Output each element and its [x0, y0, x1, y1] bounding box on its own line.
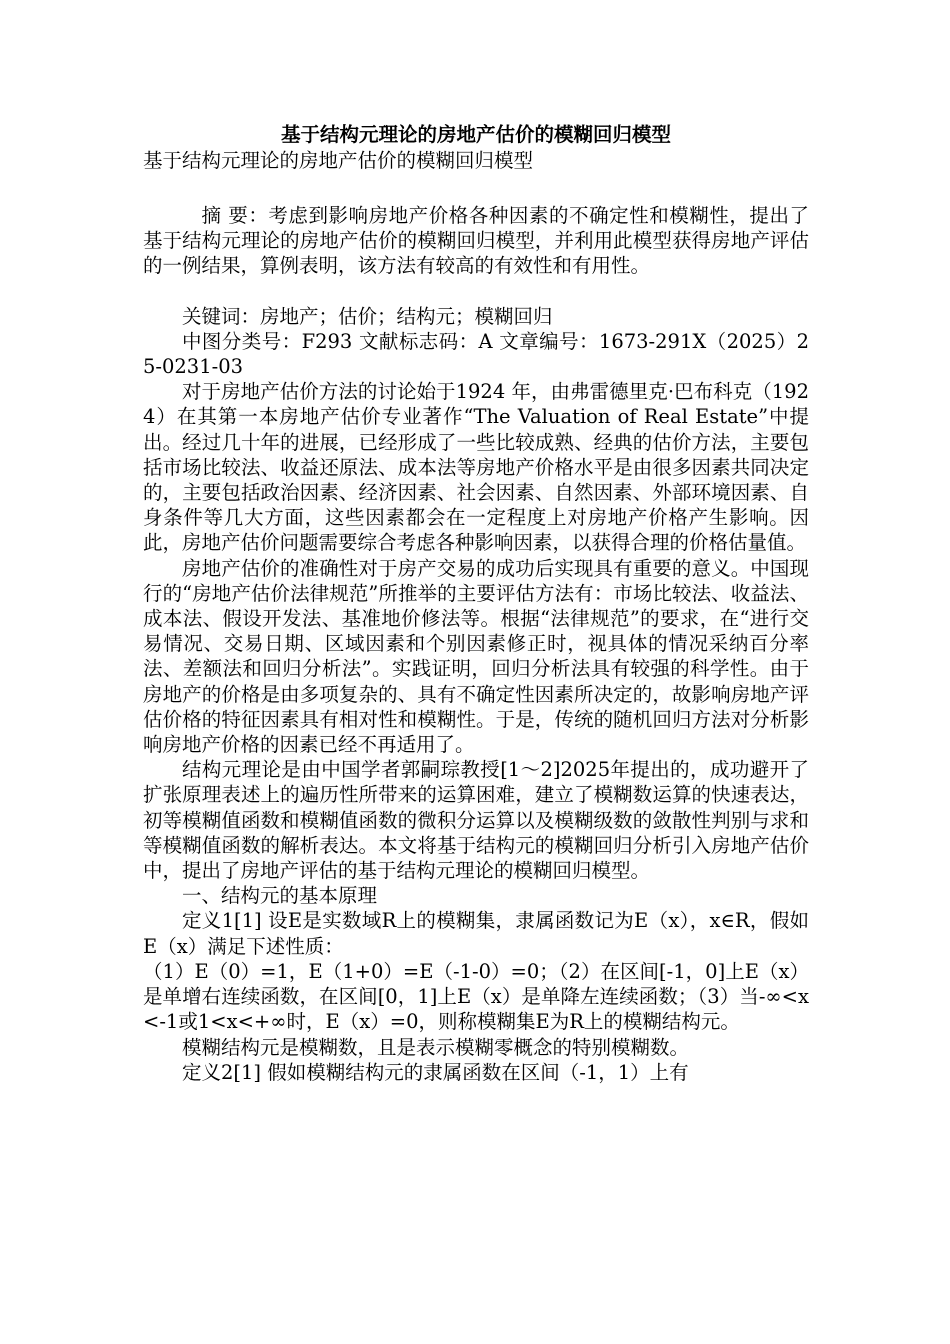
spacer	[143, 279, 809, 304]
definition-1-body: （1）E（0）=1，E（1+0）=E（-1-0）=0；（2）在区间[-1，0]上E（x）是单增右连续函数，在区间[0，1]上E（x）是单降左连续函数；（3）当-∞<x<-1或1<x<+∞时，E（x）=0，则称模糊集E为R上的模糊结构元。	[143, 959, 809, 1034]
spacer	[143, 175, 809, 203]
document-title: 基于结构元理论的房地产估价的模糊回归模型	[280, 123, 671, 146]
paragraph-intro: 对于房地产估价方法的讨论始于1924 年，由弗雷德里克·巴布科克（1924）在其第一本房地产估价专业著作“The Valuation of Real Estate”中提出。经过几十年的进展，已经形成了一些比较成熟、经典的估价方法，主要包括市场比较法、收益还原法、成本法等房地产价格水平是由很多因素共同决定的，主要包括政治因素、经济因素、社会因素、自然因素、外部环境因素、自身条件等几大方面，这些因素都会在一定程度上对房地产价格产生影响。因此，房地产估价问题需要综合考虑各种影响因素，以获得合理的价格估量值。	[143, 380, 809, 555]
document-content	[143, 122, 809, 1085]
paragraph-fuzzy-element: 模糊结构元是模糊数，且是表示模糊零概念的特别模糊数。	[182, 1035, 690, 1059]
abstract: 摘 要：考虑到影响房地产价格各种因素的不确定性和模糊性，提出了基于结构元理论的房地产估价的模糊回归模型，并利用此模型获得房地产评估的一例结果，算例表明，该方法有较高的有效性和有用性。	[143, 204, 809, 278]
classification-line: 中图分类号：F293 文献标志码：A 文章编号：1673-291X（2025）25-0231-03	[143, 329, 810, 379]
section-heading: 一、结构元的基本原理	[182, 884, 378, 908]
definition-2: 定义2[1] 假如模糊结构元的隶属函数在区间（-1，1）上有	[182, 1060, 689, 1084]
paragraph-accuracy: 房地产估价的准确性对于房产交易的成功后实现具有重要的意义。中国现行的“房地产估价法律规范”所推举的主要评估方法有：市场比较法、收益法、成本法、假设开发法、基准地价修法等。根据“法律规范”的要求，在“进行交易情况、交易日期、区域因素和个别因素修正时，视具体的情况采纳百分率法、差额法和回归分析法”。实践证明，回归分析法具有较强的科学性。由于房地产的价格是由多项复杂的、具有不确定性因素所决定的，故影响房地产评估价格的特征因素具有相对性和模糊性。于是，传统的随机回归方法对分析影响房地产价格的因素已经不再适用了。	[143, 556, 809, 757]
document-subtitle: 基于结构元理论的房地产估价的模糊回归模型	[143, 149, 534, 172]
paragraph-structure-element: 结构元理论是由中国学者郭嗣琮教授[1～2]2025年提出的，成功避开了扩张原理表述上的遍历性所带来的运算困难，建立了模糊数运算的快速表达，初等模糊值函数和模糊值函数的微积分运算以及模糊级数的敛散性判别与求和等模糊值函数的解析表达。本文将基于结构元的模糊回归分析引入房地产估价中，提出了房地产评估的基于结构元理论的模糊回归模型。	[143, 758, 809, 883]
keywords: 关键词：房地产；估价；结构元；模糊回归	[182, 304, 553, 328]
definition-1: 定义1[1] 设E是实数域R上的模糊集，隶属函数记为E（x），x∈R，假如E（x）满足下述性质：	[143, 909, 809, 958]
